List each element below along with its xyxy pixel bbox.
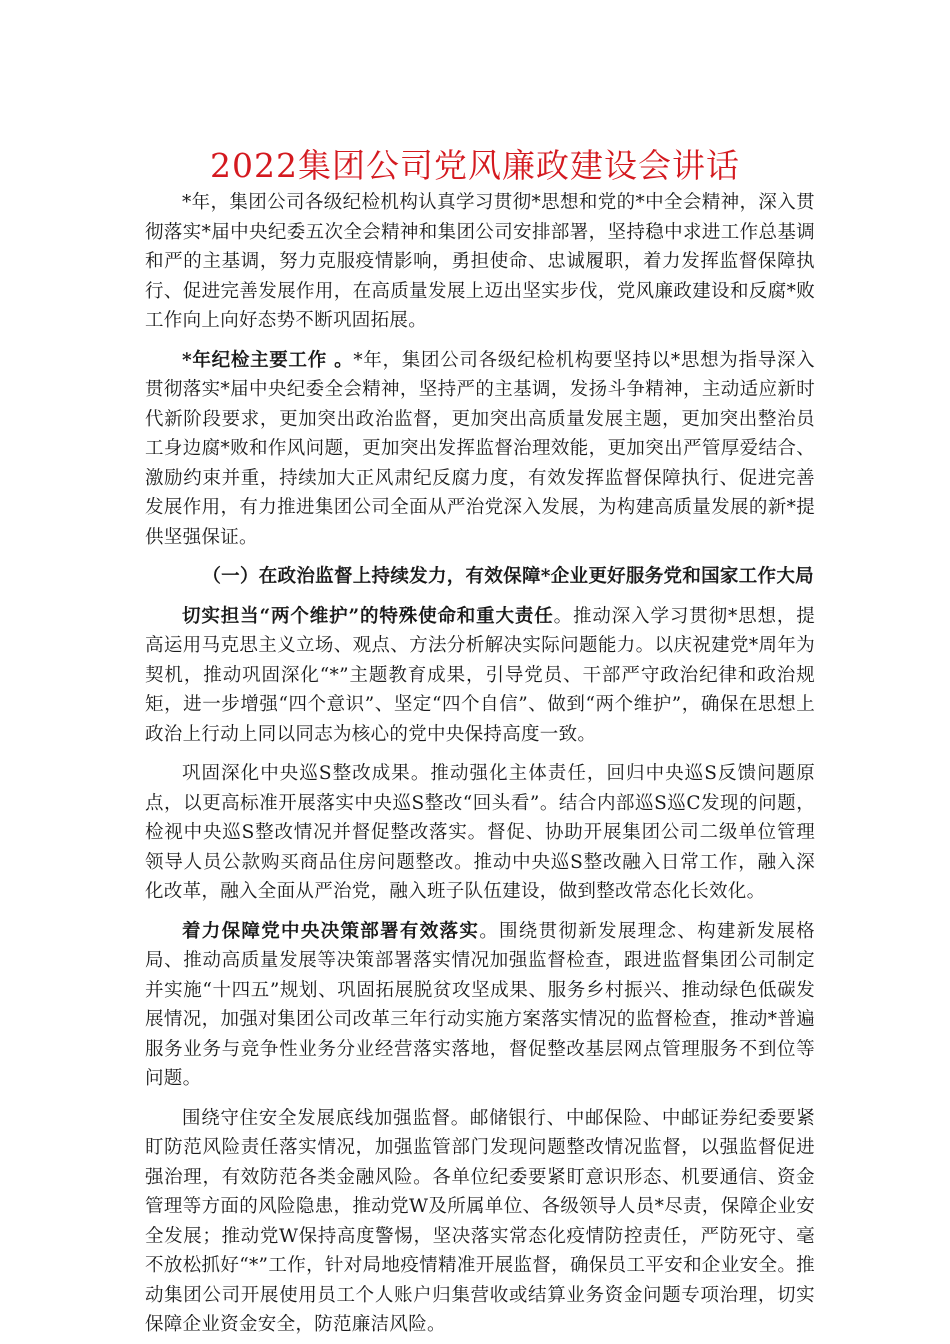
paragraph-text: *年，集团公司各级纪检机构认真学习贯彻*思想和党的*中全会精神，深入贯彻落实*届中央纪委五次全会精神和集团公司安排部署，坚持稳中求进工作总基调和严的主基调，努力克服疫情影响，勇担使命、忠诚履职，着力发挥监督保障执行、促进完善发展作用，在高质量发展上迈出坚实步伐，党风廉政建设和反腐*败工作向上向好态势不断巩固拓展。	[145, 192, 815, 331]
paragraph-safety-supervision	[145, 1104, 815, 1340]
section-heading-1: （一）在政治监督上持续发力，有效保障*企业更好服务党和国家工作大局	[202, 566, 814, 587]
paragraph-lead: 着力保障党中央决策部署有效落实	[182, 920, 480, 942]
paragraph-main-work	[145, 346, 815, 553]
paragraph-text: 围绕守住安全发展底线加强监督。邮储银行、中邮保险、中邮证券纪委要紧盯防范风险责任落实情况，加强监管部门发现问题整改情况监督，以强监督促进强治理，有效防范各类金融风险。各单位纪委要紧盯意识形态、机要通信、资金管理等方面的风险隐患，推动党W及所属单位、各级领导人员*尽责，保障企业安全发展；推动党W保持高度警惕，坚决落实常态化疫情防控责任，严防死守、毫不放松抓好“*”工作，针对局地疫情精准开展监督，确保员工平安和企业安全。推动集团公司开展使用员工个人账户归集营收或结算业务资金问题专项治理，切实保障企业资金安全，防范廉洁风险。	[145, 1107, 815, 1335]
paragraph-text: 。推动深入学习贯彻*思想，提高运用马克思主义立场、观点、方法分析解决实际问题能力。以庆祝建党*周年为契机，推动巩固深化“*”主题教育成果，引导党员、干部严守政治纪律和政治规矩，进一步增强“四个意识”、坚定“四个自信”、做到“两个维护”，确保在思想上政治上行动上同以同志为核心的党中央保持高度一致。	[145, 605, 815, 745]
paragraph-text: *年，集团公司各级纪检机构要坚持以*思想为指导深入贯彻落实*届中央纪委全会精神，坚持严的主基调，发扬斗争精神，主动适应新时代新阶段要求，更加突出政治监督，更加突出高质量发展主题，更加突出整治员工身边腐*败和作风问题，更加突出发挥监督治理效能，更加突出严管厚爱结合、激励约束并重，持续加大正风肃纪反腐力度，有效发挥监督保障执行、促进完善发展作用，有力推进集团公司全面从严治党深入发展，为构建高质量发展的新*提供坚强保证。	[145, 349, 815, 548]
paragraph-lead: 切实担当“两个维护”的特殊使命和重大责任	[182, 605, 554, 627]
document-body	[145, 188, 815, 1340]
paragraph-intro	[145, 188, 815, 336]
paragraph-text: 巩固深化中央巡S整改成果。推动强化主体责任，回归中央巡S反馈问题原点，以更高标准开展落实中央巡S整改“回头看”。结合内部巡S巡C发现的问题，检视中央巡S整改情况并督促整改落实。督促、协助开展集团公司二级单位管理领导人员公款购买商品住房问题整改。推动中央巡S整改融入日常工作，融入深化改革，融入全面从严治党，融入班子队伍建设，做到整改常态化长效化。	[145, 763, 815, 902]
paragraph-two-safeguards	[145, 602, 815, 750]
paragraph-inspection-rectification	[145, 759, 815, 907]
paragraph-decision-implementation	[145, 917, 815, 1094]
document-title: 2022集团公司党风廉政建设会讲话	[210, 146, 740, 185]
paragraph-text: 。围绕贯彻新发展理念、构建新发展格局、推动高质量发展等决策部署落实情况加强监督检查，跟进监督集团公司制定并实施“十四五”规划、巩固拓展脱贫攻坚成果、服务乡村振兴、推动绿色低碳发展情况，加强对集团公司改革三年行动实施方案落实情况的监督检查，推动*普遍服务业务与竞争性业务分业经营落实落地，督促整改基层网点管理服务不到位等问题。	[145, 920, 815, 1089]
paragraph-lead: *年纪检主要工作 。	[182, 349, 354, 371]
